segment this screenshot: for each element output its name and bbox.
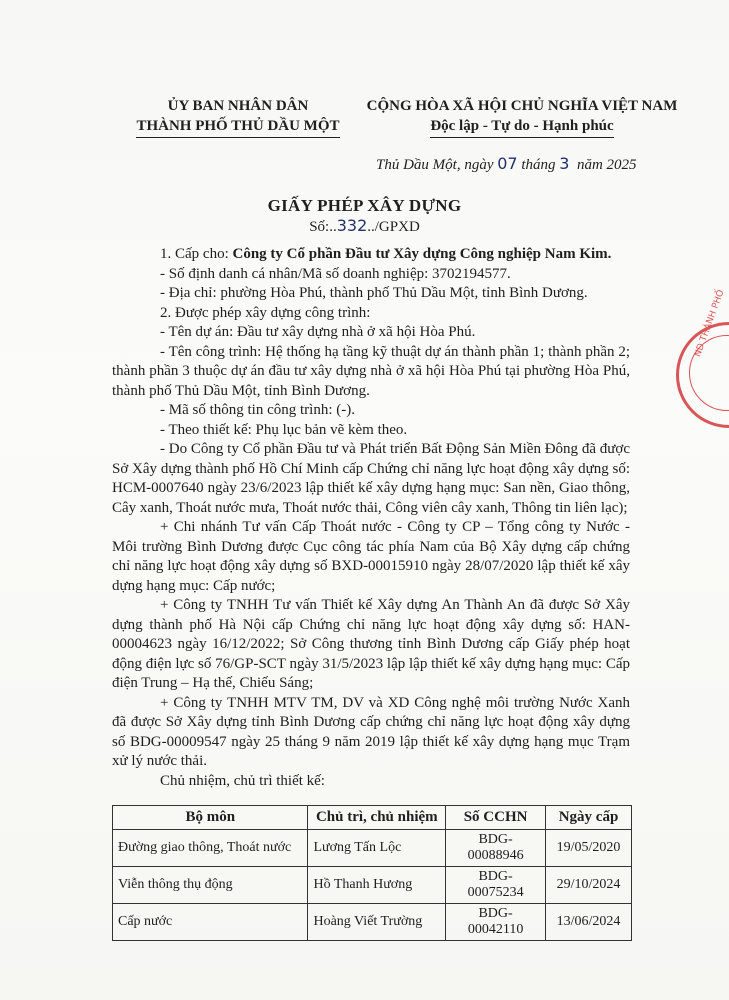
issuer-line-2: THÀNH PHỐ THỦ DẦU MỘT	[136, 116, 339, 138]
cell-cert-no: BDG-00075234	[446, 867, 546, 904]
cell-issue-date: 13/06/2024	[546, 904, 632, 941]
cell-lead: Lương Tấn Lộc	[308, 830, 446, 867]
table-row	[113, 904, 632, 941]
seal-text: ND THÀNH PHỐ	[693, 288, 727, 359]
date-month-label: tháng	[521, 157, 556, 173]
document-number	[0, 216, 729, 236]
issuer-header	[128, 96, 348, 138]
national-header	[352, 96, 692, 138]
issued-to-label: 1. Cấp cho:	[160, 246, 233, 262]
cell-issue-date: 29/10/2024	[546, 867, 632, 904]
para-tax-id: - Số định danh cá nhân/Mã số doanh nghiệp: 3702194577.	[160, 265, 511, 282]
national-title: CỘNG HÒA XÃ HỘI CHỦ NGHĨA VIỆT NAM	[366, 98, 678, 114]
doc-number-value: 332	[336, 216, 368, 235]
para-work-name: - Tên công trình: Hệ thống hạ tầng kỹ thuật dự án thành phần 1; thành phần 2; thành phần 3 thuộc dự án đầu tư xây dựng nhà ở xã hội Hòa Phú tại phường Hòa Phú, thành phố Thủ Dầu Một, tỉnh Bình Dương.	[112, 343, 630, 399]
cell-discipline: Viễn thông thụ động	[113, 867, 308, 904]
place-date-line	[376, 154, 637, 174]
cell-discipline: Đường giao thông, Thoát nước	[113, 830, 308, 867]
official-seal-stamp	[676, 288, 729, 428]
cell-issue-date: 19/05/2020	[546, 830, 632, 867]
date-month: 3	[559, 154, 570, 173]
table-row	[113, 830, 632, 867]
doc-number-prefix: Số:..	[309, 219, 337, 235]
issuer-line-1: ỦY BAN NHÂN DÂN	[167, 98, 309, 114]
date-year: năm 2025	[576, 157, 637, 173]
national-motto: Độc lập - Tự do - Hạnh phúc	[430, 116, 613, 138]
cell-cert-no: BDG-00042110	[446, 904, 546, 941]
col-header-discipline: Bộ môn	[113, 806, 308, 830]
para-issued-to	[112, 245, 630, 265]
doc-number-suffix: ../GPXD	[367, 219, 420, 235]
document-title: GIẤY PHÉP XÂY DỰNG	[267, 196, 462, 215]
col-header-cert-no: Số CCHN	[446, 806, 546, 830]
date-prefix: Thủ Dầu Một, ngày	[376, 157, 494, 173]
col-header-issue-date: Ngày cấp	[546, 806, 632, 830]
cell-lead: Hoàng Viết Trường	[308, 904, 446, 941]
para-design: - Theo thiết kế: Phụ lục bản vẽ kèm theo.	[160, 421, 408, 438]
para-address: - Địa chỉ: phường Hòa Phú, thành phố Thủ Dầu Một, tỉnh Bình Dương.	[160, 285, 588, 301]
cell-discipline: Cấp nước	[113, 904, 308, 941]
cell-lead: Hồ Thanh Hương	[308, 867, 446, 904]
para-permission: 2. Được phép xây dựng công trình:	[160, 304, 371, 321]
para-project-name: - Tên dự án: Đầu tư xây dựng nhà ở xã hội Hòa Phú.	[160, 324, 476, 340]
table-row	[113, 867, 632, 904]
para-designer-1: - Do Công ty Cổ phần Đầu tư và Phát triển Bất Động Sản Miền Đông đã được Sở Xây dựng thành phố Hồ Chí Minh cấp Chứng chỉ năng lực hoạt động xây dựng số: HCM-0007640 ngày 23/6/2023 lập thiết kế xây dựng hạng mục: San nền, Giao thông, Cây xanh, Thoát nước mưa, Thoát nước thải, Công viên cây xanh, Thông tin liên lạc);	[112, 441, 630, 516]
para-info-code: - Mã số thông tin công trình: (-).	[160, 402, 355, 418]
para-designer-3: + Công ty TNHH Tư vấn Thiết kế Xây dựng An Thành An đã được Sở Xây dựng thành phố Hà Nội cấp Chứng chỉ năng lực hoạt động xây dựng số: HAN-00004623 ngày 16/12/2022; Sở Công thương tỉnh Bình Dương cấp Giấy phép hoạt động điện lực số 76/GP-SCT ngày 31/5/2023 lập lập thiết kế xây dựng hạng mục: Cấp điện Trung – Hạ thế, Chiếu Sáng;	[112, 597, 631, 691]
date-day: 07	[497, 154, 518, 173]
design-leads-table	[112, 805, 632, 941]
table-header-row	[113, 806, 632, 830]
col-header-lead: Chủ trì, chủ nhiệm	[308, 806, 446, 830]
issued-to-company: Công ty Cổ phần Đầu tư Xây dựng Công nghiệp Nam Kim.	[232, 246, 612, 262]
para-designer-4: + Công ty TNHH MTV TM, DV và XD Công nghệ môi trường Nước Xanh đã được Sở Xây dựng tỉnh Bình Dương cấp chứng chỉ năng lực hoạt động xây dựng số BDG-00009547 ngày 25 tháng 9 năm 2019 lập thiết kế xây dựng hạng mục Trạm xử lý nước thải.	[112, 694, 630, 769]
para-designer-2: + Chi nhánh Tư vấn Cấp Thoát nước - Công ty CP – Tổng công ty Nước - Môi trường Bình Dương được Cục công tác phía Nam của Bộ Xây dựng cấp chứng chỉ năng lực hoạt động xây dựng số BXD-00015910 ngày 28/07/2020 lập thiết kế xây dựng hạng mục: Cấp nước;	[112, 519, 630, 594]
document-body	[112, 245, 630, 791]
cell-cert-no: BDG-00088946	[446, 830, 546, 867]
para-leads-intro: Chủ nhiệm, chủ trì thiết kế:	[160, 772, 325, 789]
